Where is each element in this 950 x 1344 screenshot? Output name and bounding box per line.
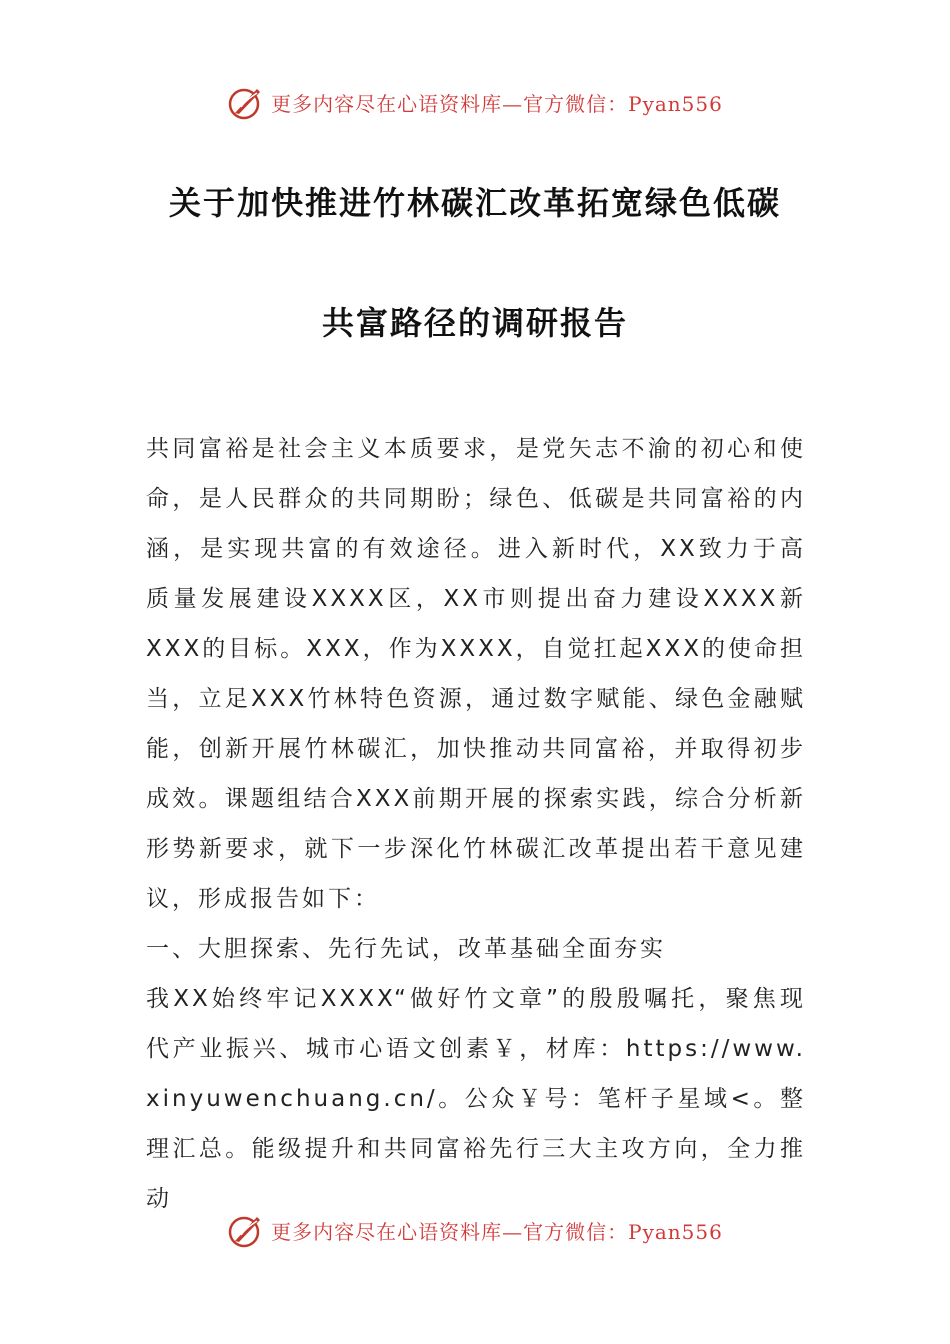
quill-pen-circle-icon bbox=[227, 1211, 265, 1249]
intro-paragraph: 共同富裕是社会主义本质要求，是党矢志不渝的初心和使命，是人民群众的共同期盼；绿色、低碳是共同富裕的内涵，是实现共富的有效途径。进入新时代，XX致力于高质量发展建设XXXX区，XX市则提出奋力建设XXXX新XXX的目标。XXX，作为XXXX，自觉扛起XXX的使命担当，立足XXX竹林特色资源，通过数字赋能、绿色金融赋能，创新开展竹林碳汇，加快推动共同富裕，并取得初步成效。课题组结合XXX前期开展的探索实践，综合分析新形势新要求，就下一步深化竹林碳汇改革提出若干意见建议，形成报告如下： bbox=[146, 436, 806, 912]
watermark-text: 更多内容尽在心语资料库—官方微信：Pyan556 bbox=[271, 1219, 723, 1244]
page-title-line-2: 共富路径的调研报告 bbox=[321, 304, 628, 342]
page-title-line-1: 关于加快推进竹林碳汇改革拓宽绿色低碳 bbox=[168, 184, 781, 222]
watermark-banner-bottom bbox=[0, 1208, 950, 1252]
watermark-banner-top bbox=[0, 80, 950, 124]
quill-pen-circle-icon bbox=[227, 83, 265, 121]
watermark-text: 更多内容尽在心语资料库—官方微信：Pyan556 bbox=[271, 91, 723, 116]
section-heading-1: 一、大胆探索、先行先试，改革基础全面夯实 bbox=[146, 936, 666, 962]
document-body bbox=[146, 424, 806, 1224]
section-1-paragraph: 我XX始终牢记XXXX“做好竹文章”的殷殷嘱托，聚焦现代产业振兴、城市心语文创素￥，材库：https://www.xinyuwenchuang.cn/。公众￥号：笔杆子星域<。整理汇总。能级提升和共同富裕先行三大主攻方向，全力推动 bbox=[146, 986, 806, 1212]
